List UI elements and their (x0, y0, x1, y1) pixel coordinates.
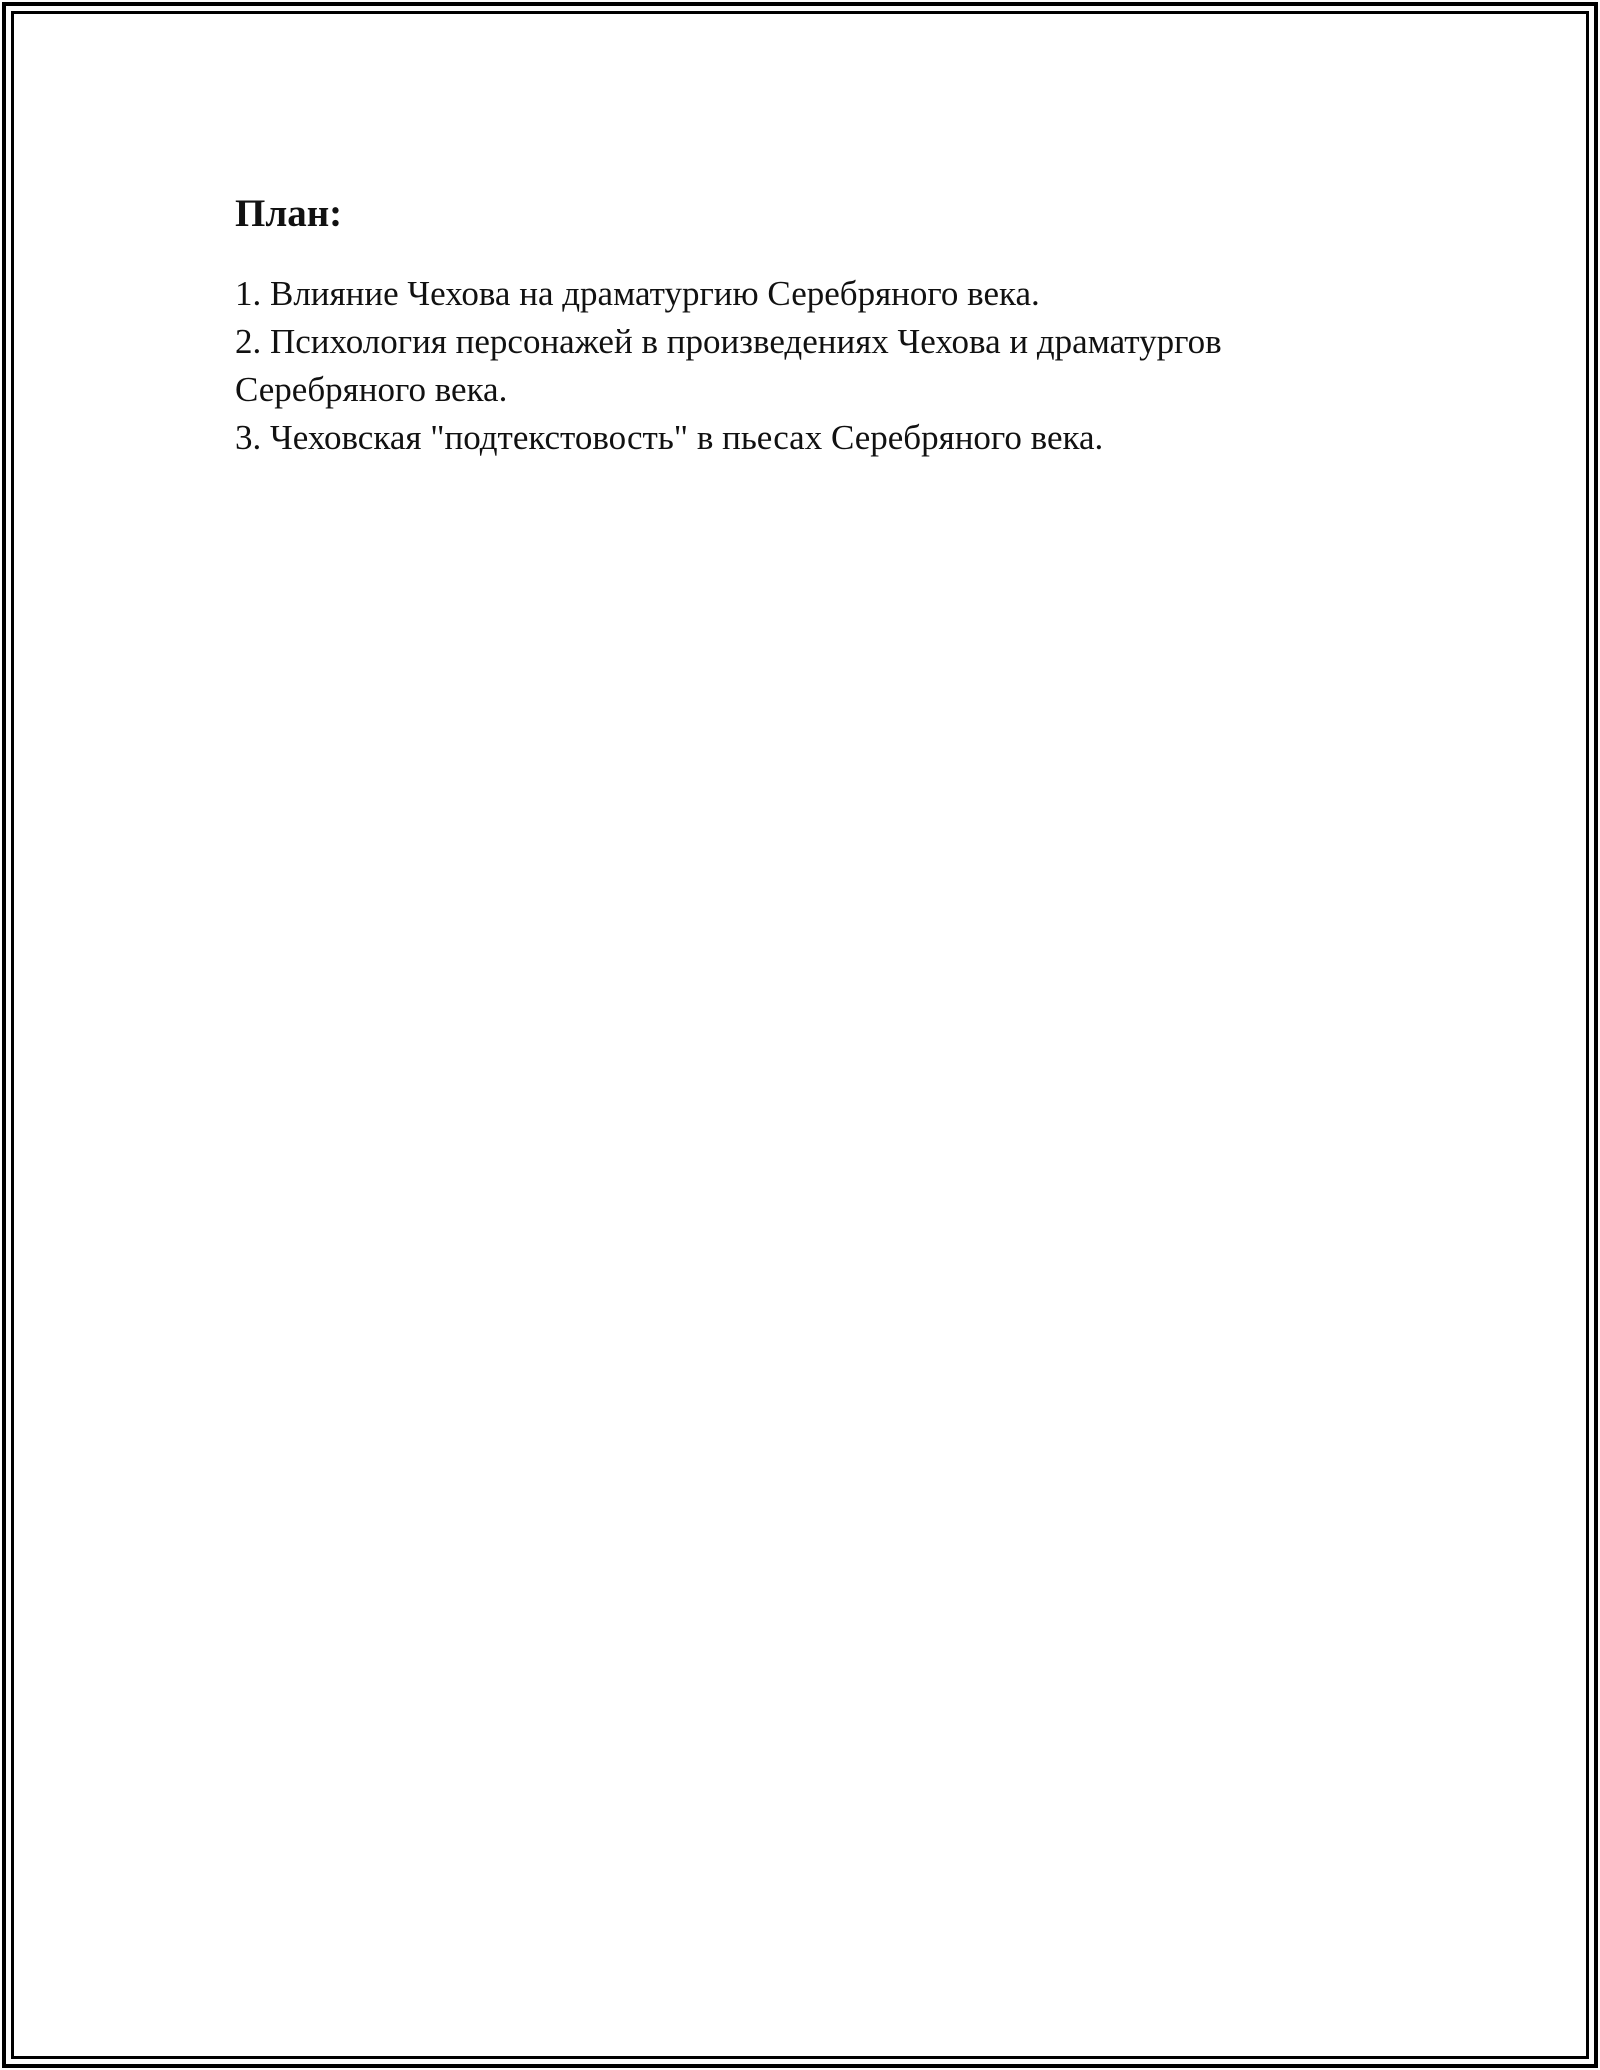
plan-item: 3. Чеховская "подтекстовость" в пьесах Серебряного века. (235, 418, 1104, 457)
plan-item: 2. Психология персонажей в произведениях Чехова и драматургов Серебряного века. (235, 322, 1222, 409)
plan-item: 1. Влияние Чехова на драматургию Серебряного века. (235, 274, 1040, 313)
document-body (235, 184, 1415, 462)
plan-title: План: (235, 192, 343, 235)
plan-list (235, 270, 1415, 462)
